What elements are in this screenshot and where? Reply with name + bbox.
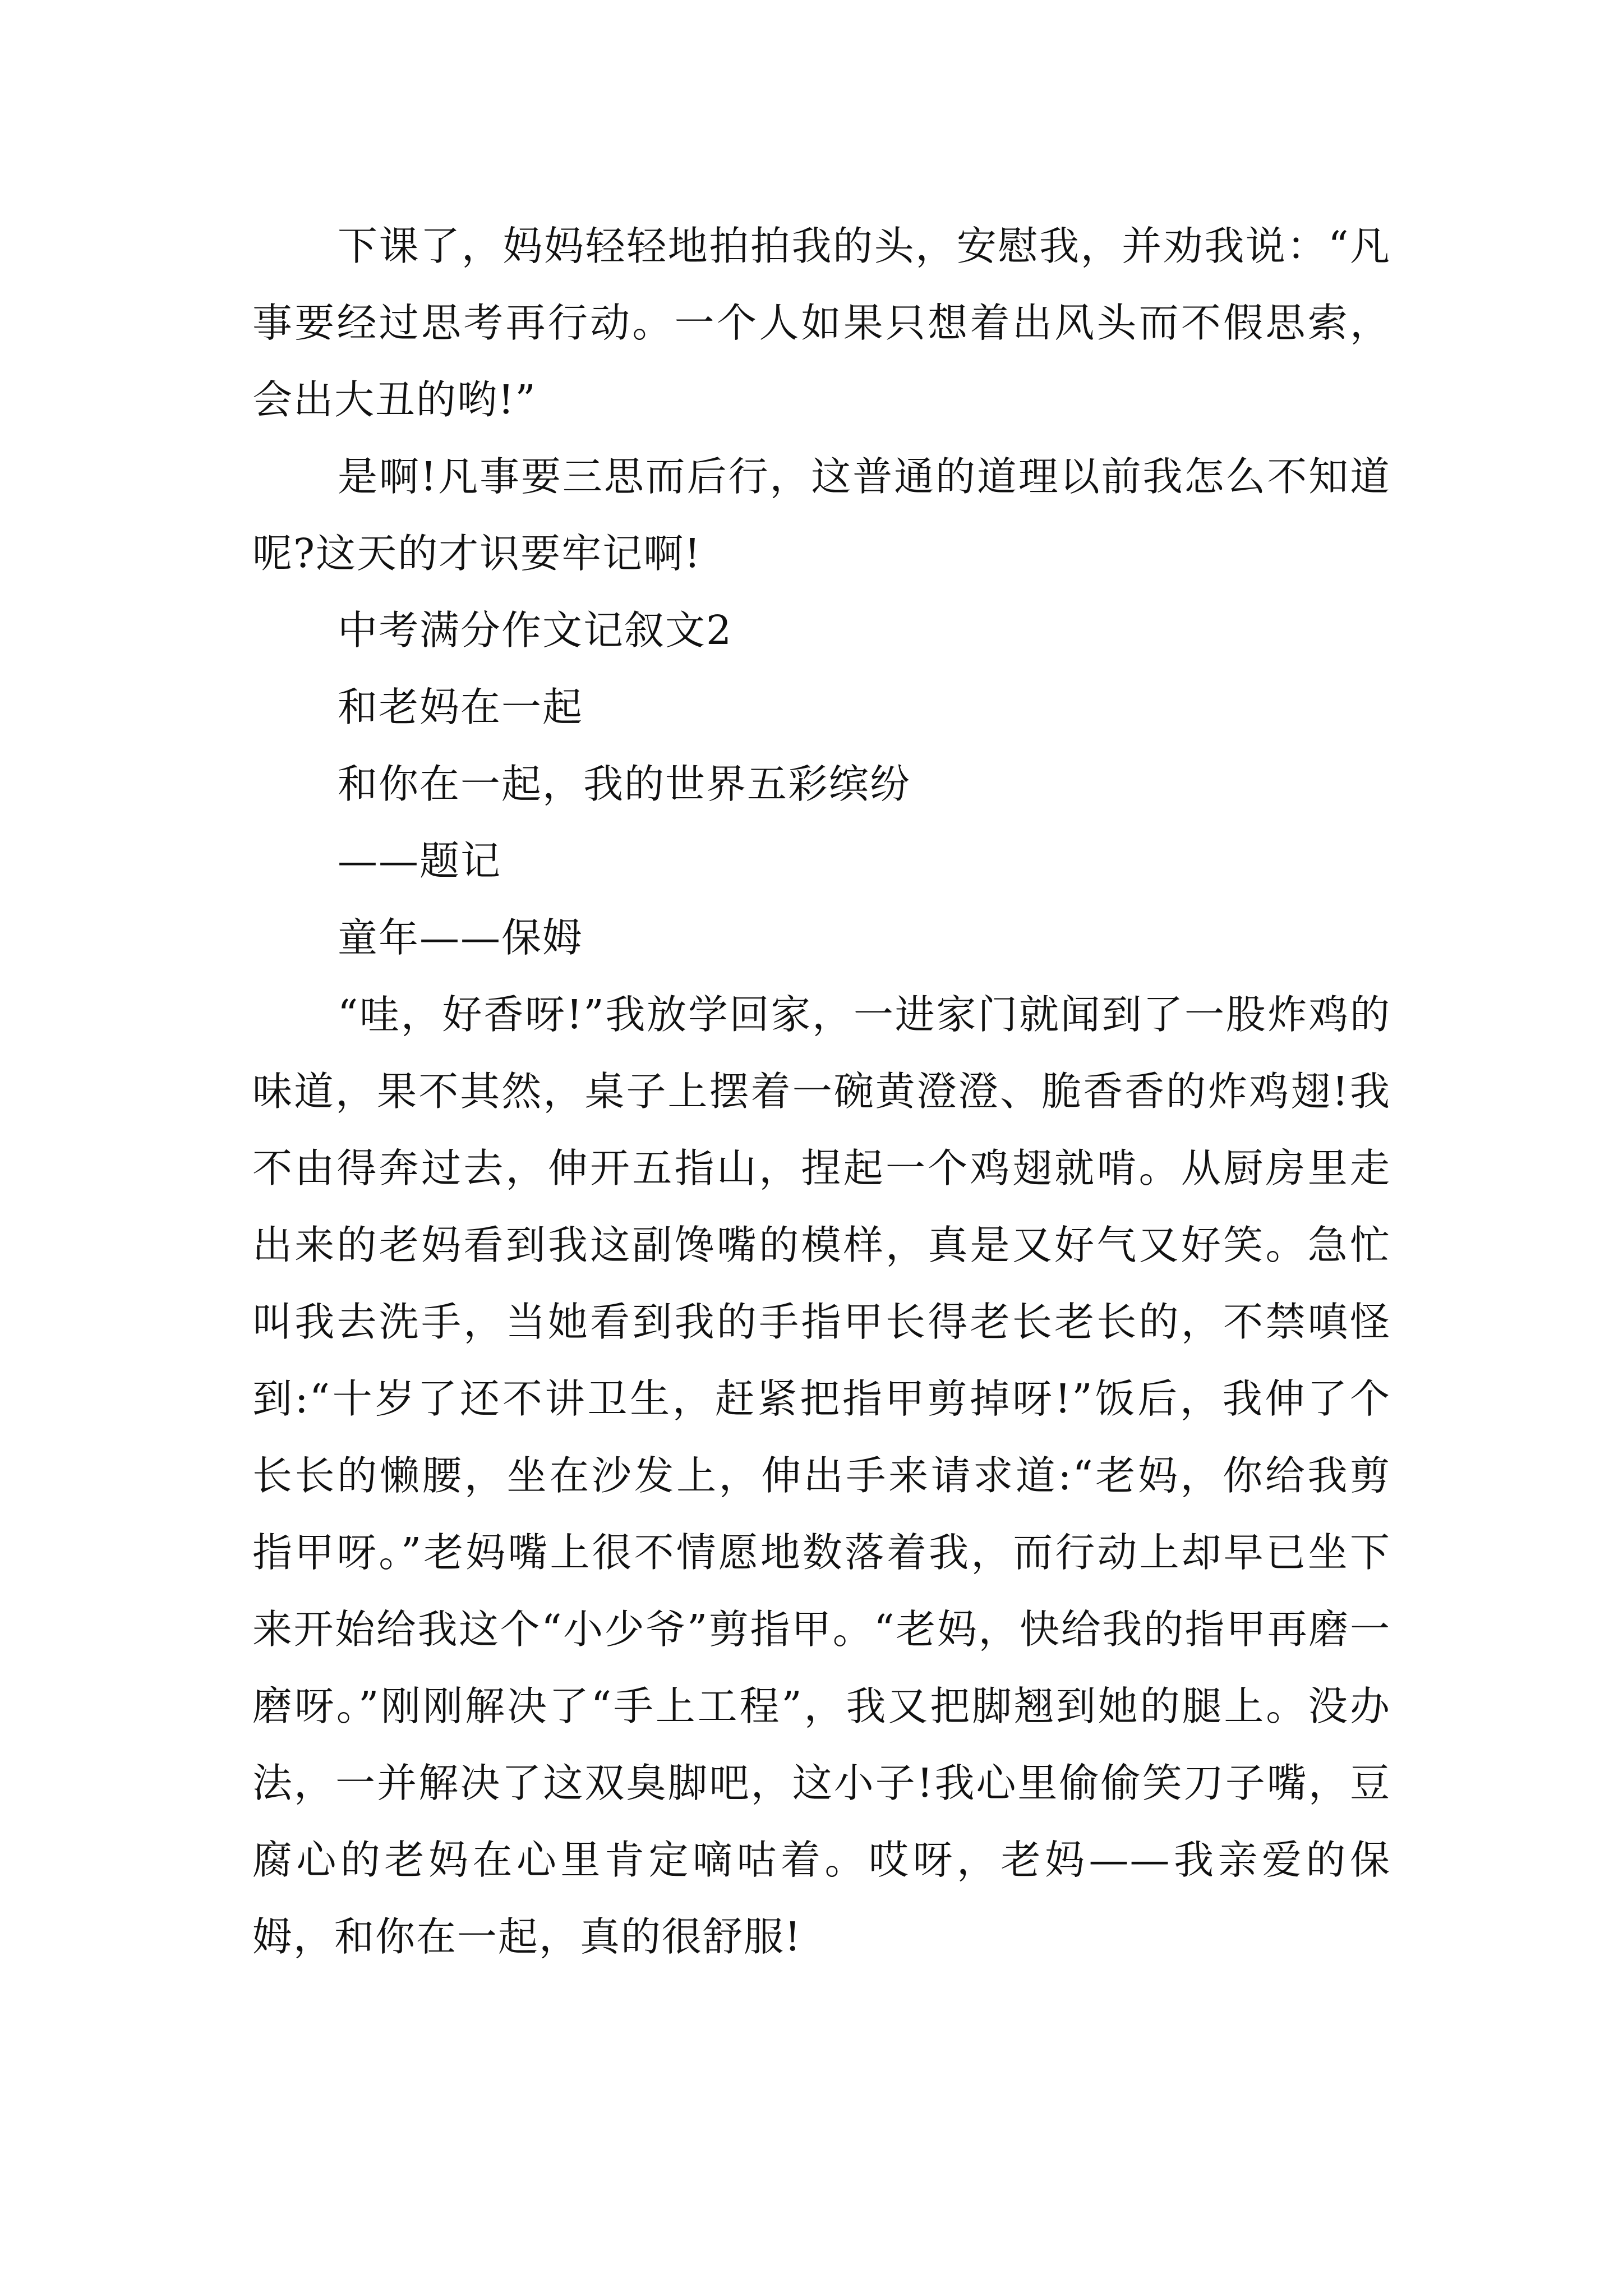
section-heading: 童年——保姆: [338, 914, 584, 961]
paragraph-2: 是啊!凡事要三思而后行，这普通的道理以前我怎么不知道呢?这天的才识要牢记啊!: [252, 453, 1391, 577]
epigraph-attribution: ——题记: [338, 838, 502, 884]
paragraph-body: “哇，好香呀!”我放学回家，一进家门就闻到了一股炸鸡的味道，果不其然，桌子上摆着一碗黄澄澄、脆香香的炸鸡翅!我不由得奔过去，伸开五指山，捏起一个鸡翅就啃。从厨房里走出来的老妈看到我这副馋嘴的模样，真是又好气又好笑。急忙叫我去洗手，当她看到我的手指甲长得老长老长的，不禁嗔怪到:“十岁了还不讲卫生，赶紧把指甲剪掉呀!”饭后，我伸了个长长的懒腰，坐在沙发上，伸出手来请求道:“老妈，你给我剪指甲呀。”老妈嘴上很不情愿地数落着我，而行动上却早已坐下来开始给我这个“小少爷”剪指甲。“老妈，快给我的指甲再磨一磨呀。”刚刚解决了“手上工程”，我又把脚翘到她的腿上。没办法，一并解决了这双臭脚吧，这小子!我心里偷偷笑刀子嘴，豆腐心的老妈在心里肯定嘀咕着。哎呀，老妈——我亲爱的保姆，和你在一起，真的很舒服!: [252, 991, 1391, 1960]
essay-title-line: 中考满分作文记叙文2: [338, 607, 733, 654]
essay-heading: 和老妈在一起: [338, 684, 584, 730]
paragraph-1: 下课了，妈妈轻轻地拍拍我的头，安慰我，并劝我说：“凡事要经过思考再行动。一个人如果只想着出风头而不假思索，会出大丑的哟!”: [252, 223, 1391, 423]
epigraph-line: 和你在一起，我的世界五彩缤纷: [338, 761, 911, 807]
document-page: [252, 208, 1391, 1975]
